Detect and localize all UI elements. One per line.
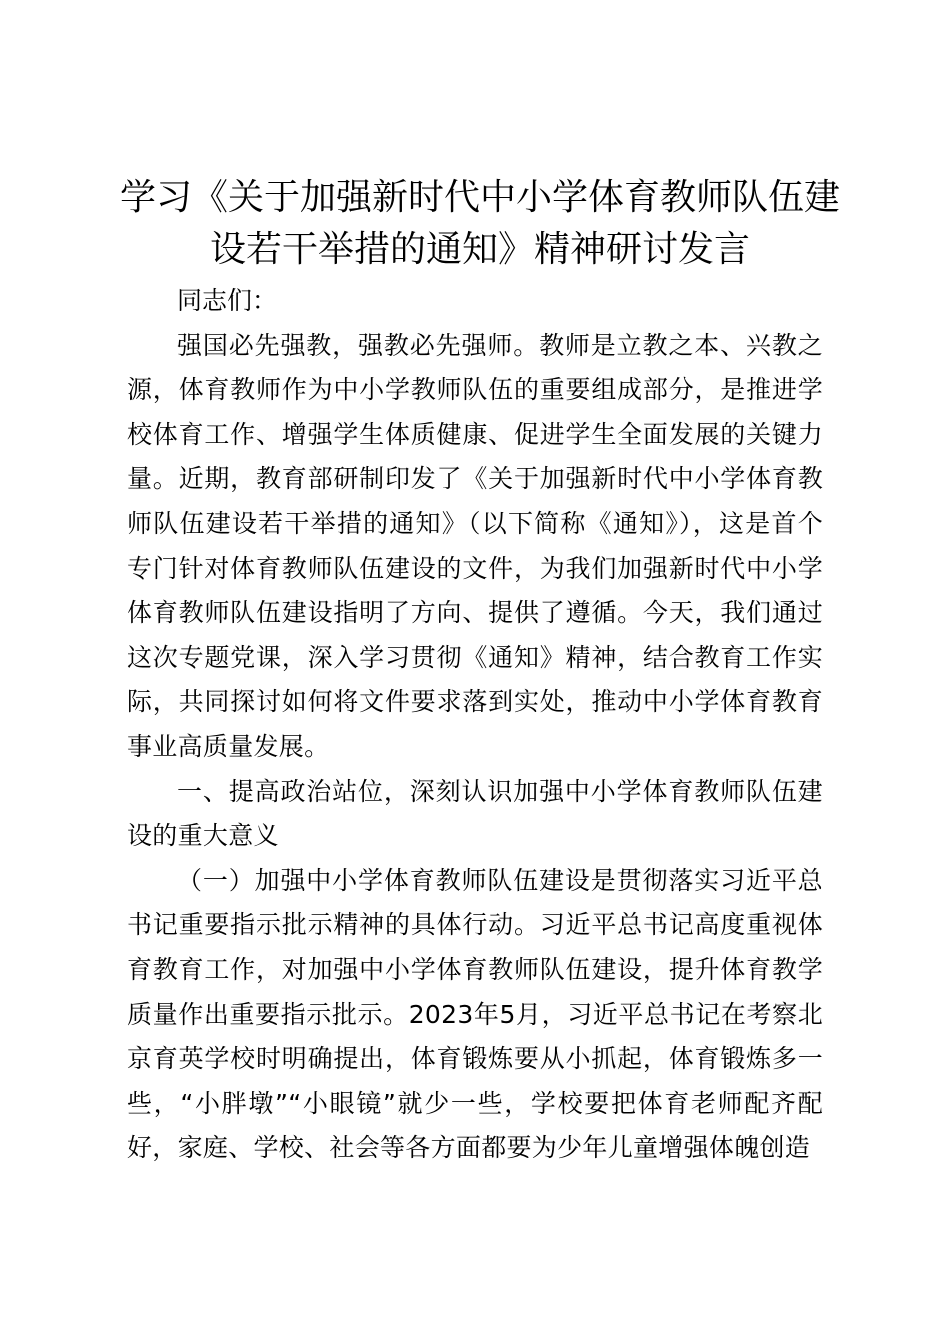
paragraph-intro: 强国必先强教，强教必先强师。教师是立教之本、兴教之源，体育教师作为中小学教师队伍的重要组成部分，是推进学校体育工作、增强学生体质健康、促进学生全面发展的关键力量。近期，教育部研制印发了《关于加强新时代中小学体育教师队伍建设若干举措的通知》（以下简称《通知》），这是首个专门针对体育教师队伍建设的文件，为我们加强新时代中小学体育教师队伍建设指明了方向、提供了遵循。今天，我们通过这次专题党课，深入学习贯彻《通知》精神，结合教育工作实际，共同探讨如何将文件要求落到实处，推动中小学体育教育事业高质量发展。 — [127, 330, 823, 761]
paragraph-subsection-1: （一）加强中小学体育教师队伍建设是贯彻落实习近平总书记重要指示批示精神的具体行动。习近平总书记高度重视体育教育工作，对加强中小学体育教师队伍建设，提升体育教学质量作出重要指示批示。2023年5月，习近平总书记在考察北京育英学校时明确提出，体育锻炼要从小抓起，体育锻炼多一些，“小胖墩”“小眼镜”就少一些，学校要把体育老师配齐配好，家庭、学校、社会等各方面都要为少年儿童增强体魄创造 — [127, 865, 823, 1163]
salutation: 同志们： — [177, 286, 278, 315]
document-title: 学习《关于加强新时代中小学体育教师队伍建设若干举措的通知》精神研讨发言 — [120, 177, 841, 270]
document-body — [127, 279, 823, 1171]
section-heading-1: 一、提高政治站位，深刻认识加强中小学体育教师队伍建设的重大意义 — [127, 776, 823, 851]
